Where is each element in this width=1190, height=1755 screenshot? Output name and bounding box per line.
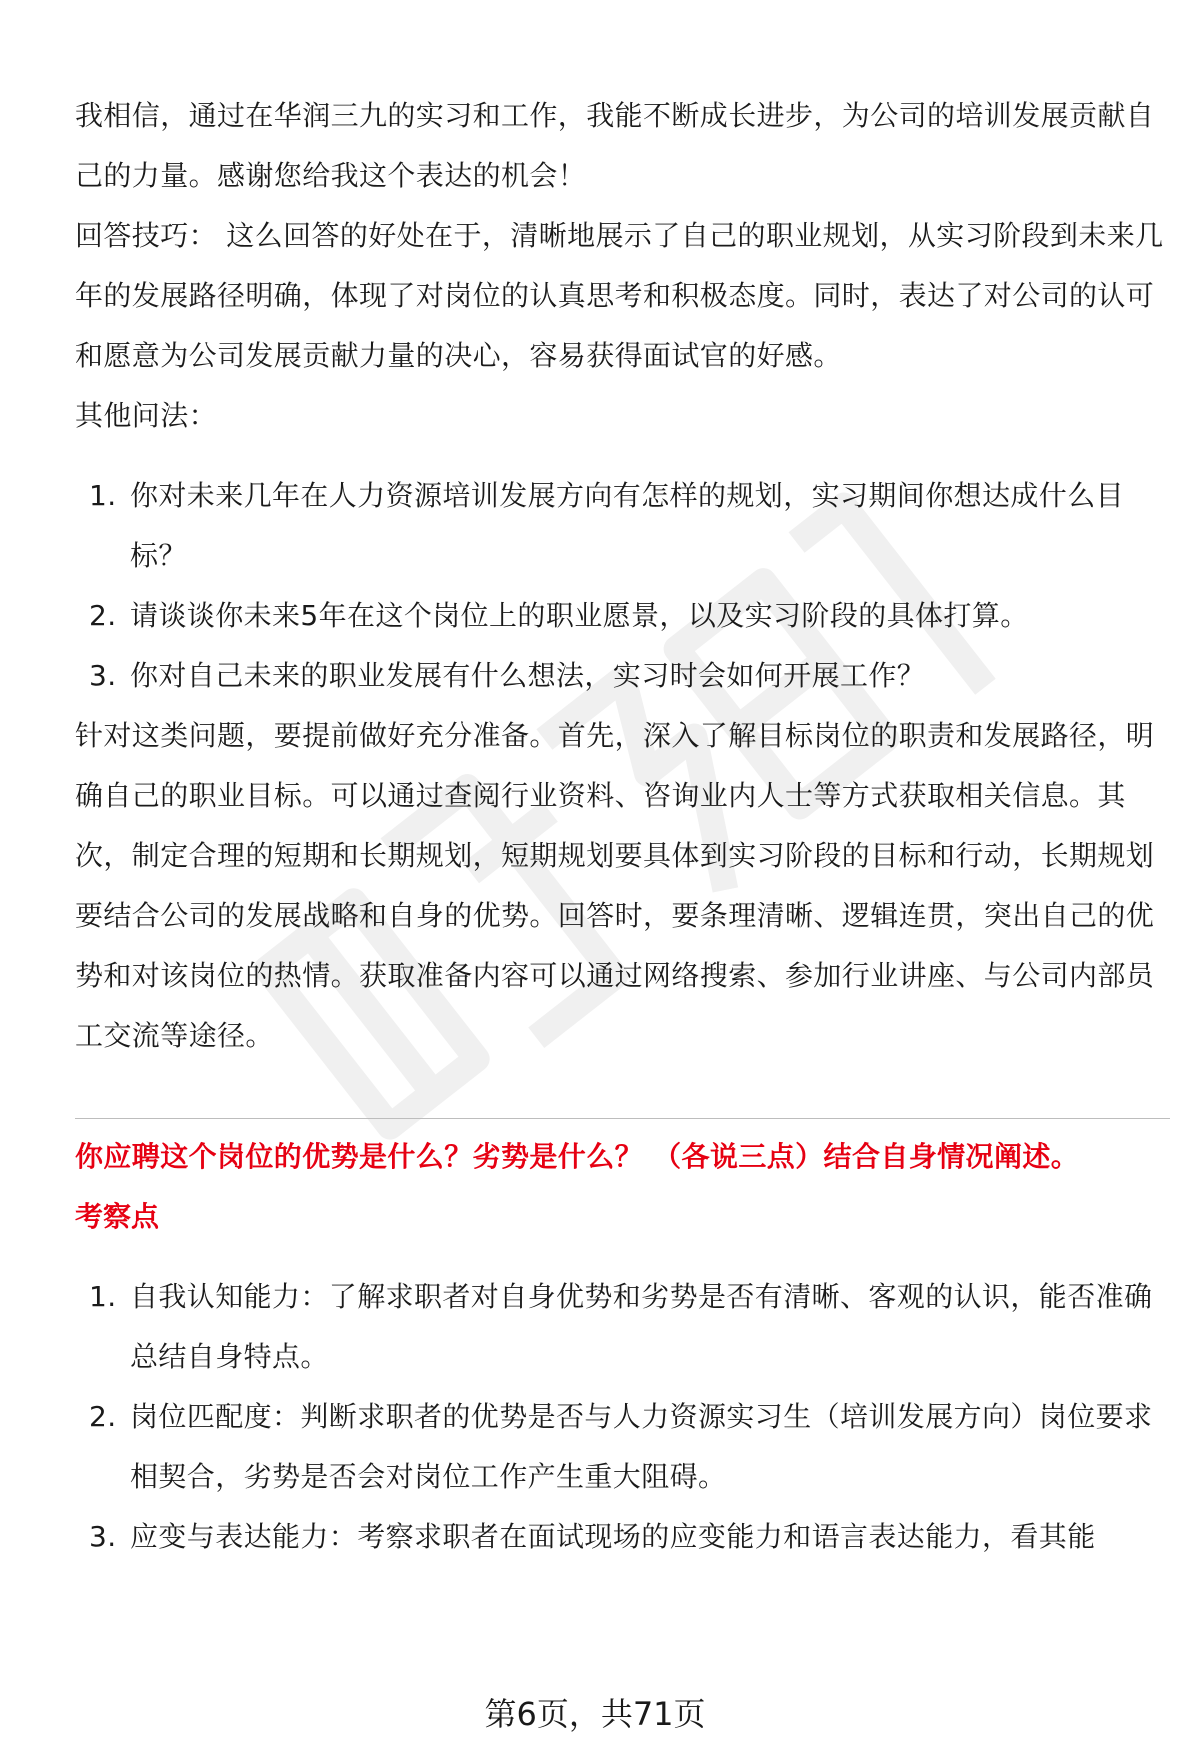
list-item <box>75 1387 1170 1507</box>
question-title: 你应聘这个岗位的优势是什么？劣势是什么？ （各说三点）结合自身情况阐述。 <box>75 1140 1080 1173</box>
other-questions-heading: 其他问法： <box>75 399 218 432</box>
list-number: 1. <box>89 479 117 512</box>
list-text: 应变与表达能力：考察求职者在面试现场的应变能力和语言表达能力，看其能 <box>130 1520 1096 1553</box>
list-number: 3. <box>89 659 117 692</box>
list-text: 自我认知能力：了解求职者对自身优势和劣势是否有清晰、客观的认识，能否准确总结自身特点。 <box>130 1280 1153 1373</box>
list-item <box>75 646 1170 706</box>
list-item <box>75 466 1170 586</box>
other-questions-list <box>75 466 1170 706</box>
list-number: 1. <box>89 1280 117 1313</box>
list-text: 岗位匹配度：判断求职者的优势是否与人力资源实习生（培训发展方向）岗位要求相契合，劣势是否会对岗位工作产生重大阻碍。 <box>130 1400 1153 1493</box>
list-item <box>75 1267 1170 1387</box>
preparation-advice-paragraph: 针对这类问题，要提前做好充分准备。首先，深入了解目标岗位的职责和发展路径，明确自己的职业目标。可以通过查阅行业资料、咨询业内人士等方式获取相关信息。其次，制定合理的短期和长期规划，短期规划要具体到实习阶段的目标和行动，长期规划要结合公司的发展战略和自身的优势。回答时，要条理清晰、逻辑连贯，突出自己的优势和对该岗位的热情。获取准备内容可以通过网络搜索、参加行业讲座、与公司内部员工交流等途径。 <box>75 719 1155 1052</box>
answer-tips-paragraph: 回答技巧： 这么回答的好处在于，清晰地展示了自己的职业规划，从实习阶段到未来几年的发展路径明确，体现了对岗位的认真思考和积极态度。同时，表达了对公司的认可和愿意为公司发展贡献力量的决心，容易获得面试官的好感。 <box>75 219 1164 372</box>
list-number: 2. <box>89 1400 117 1433</box>
list-text: 你对自己未来的职业发展有什么想法，实习时会如何开展工作？ <box>130 659 926 692</box>
section-divider <box>75 1118 1170 1119</box>
list-text: 请谈谈你未来5年在这个岗位上的职业愿景，以及实习阶段的具体打算。 <box>130 599 1029 632</box>
closing-paragraph: 我相信，通过在华润三九的实习和工作，我能不断成长进步，为公司的培训发展贡献自己的力量。感谢您给我这个表达的机会！ <box>75 99 1155 192</box>
list-item <box>75 1507 1170 1567</box>
list-number: 3. <box>89 1520 117 1553</box>
assessment-points-list <box>75 1267 1170 1567</box>
list-item <box>75 586 1170 646</box>
assessment-points-heading: 考察点 <box>75 1200 160 1233</box>
list-text: 你对未来几年在人力资源培训发展方向有怎样的规划，实习期间你想达成什么目标？ <box>130 479 1125 572</box>
page-number-footer: 第6页，共71页 <box>484 1695 706 1733</box>
page-content <box>75 86 1170 1567</box>
list-number: 2. <box>89 599 117 632</box>
